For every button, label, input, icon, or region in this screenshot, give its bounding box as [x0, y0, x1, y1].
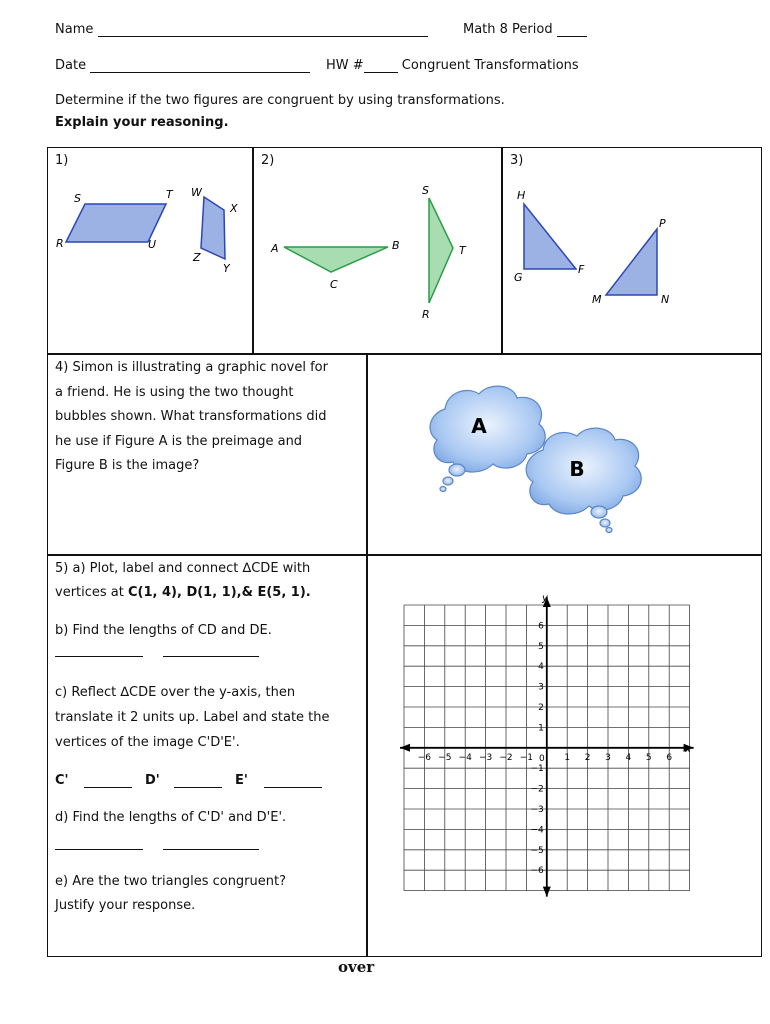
x-tick-label: −1	[519, 752, 534, 763]
problem-4-line-2: a friend. He is using the two thought	[55, 384, 294, 400]
over-note: over	[338, 958, 375, 976]
y-axis-arrow-down	[543, 887, 551, 897]
d-prime-label: D'	[145, 773, 160, 788]
e-prime-label: E'	[235, 773, 248, 788]
label-x: X	[230, 202, 238, 215]
problem-3-number: 3)	[510, 153, 524, 168]
label-p: P	[659, 217, 666, 230]
label-r2: R	[422, 308, 430, 321]
label-w: W	[191, 186, 202, 199]
triangle-abc	[284, 247, 388, 272]
coordinate-grid[interactable]	[367, 555, 761, 956]
instruction-line-1: Determine if the two figures are congruent by using transformations.	[55, 93, 505, 108]
label-s2: S	[422, 184, 429, 197]
problem-4-figure-box	[366, 353, 762, 556]
x-tick-label: 2	[584, 752, 591, 763]
bubble-b-label: B	[569, 457, 585, 481]
triangle-srt	[429, 198, 453, 303]
bubble-a-label: A	[471, 414, 487, 438]
date-label: Date	[55, 58, 87, 73]
p5-b-line: b) Find the lengths of CD and DE.	[55, 623, 272, 638]
problem-4-line-3: bubbles shown. What transformations did	[55, 409, 327, 424]
y-tick-label: −1	[530, 764, 544, 775]
y-tick-label: −6	[530, 866, 544, 877]
triangle-hgf	[524, 204, 576, 269]
problem-3-box	[501, 147, 762, 355]
cpdp-length-blank[interactable]	[55, 849, 143, 850]
y-tick-label: 3	[538, 682, 544, 693]
problem-2-number: 2)	[261, 153, 275, 168]
problem-3-figure	[502, 148, 761, 354]
problem-4-line-5: Figure B is the image?	[55, 458, 200, 473]
parallelogram-wxyz	[201, 197, 225, 259]
cd-length-blank[interactable]	[55, 656, 143, 657]
label-n: N	[661, 293, 670, 306]
label-t2: T	[459, 244, 466, 257]
parallelogram-rstu	[66, 204, 166, 242]
label-m: M	[592, 293, 602, 306]
e-prime-blank[interactable]	[264, 787, 322, 788]
name-label: Name	[55, 22, 94, 37]
c-prime-blank[interactable]	[84, 787, 132, 788]
p5-c-line-2: translate it 2 units up. Label and state the	[55, 710, 330, 725]
p5-c-line-3: vertices of the image C'D'E'.	[55, 735, 240, 750]
date-blank[interactable]	[90, 58, 310, 73]
p5-d-line: d) Find the lengths of C'D' and D'E'.	[55, 810, 287, 825]
x-tick-label: −2	[499, 752, 513, 763]
problem-4-text-box	[47, 353, 368, 556]
label-u: U	[148, 238, 157, 251]
period-blank[interactable]	[557, 22, 587, 37]
y-tick-label: 2	[538, 703, 544, 713]
x-tick-label: 3	[605, 752, 611, 763]
problem-2-box	[252, 147, 503, 355]
dpep-length-blank[interactable]	[163, 849, 259, 850]
y-tick-label: −4	[530, 825, 544, 836]
axes	[400, 597, 694, 897]
instruction-line-2: Explain your reasoning.	[55, 115, 229, 130]
x-axis-arrow-left	[400, 744, 410, 752]
class-label: Math 8 Period	[463, 22, 553, 37]
p5-e-line-2: Justify your response.	[55, 898, 196, 913]
de-length-blank[interactable]	[163, 656, 259, 657]
label-a: A	[271, 242, 279, 255]
triangle-pmn	[606, 229, 657, 295]
label-b: B	[392, 239, 400, 252]
date-row	[55, 58, 310, 73]
c-prime-label: C'	[55, 773, 69, 788]
problem-2-figure	[253, 148, 502, 354]
y-tick-label: −2	[530, 784, 544, 795]
d-prime-blank[interactable]	[174, 787, 222, 788]
problem-1-box	[47, 147, 254, 355]
x-tick-label: 6	[666, 752, 673, 763]
label-h: H	[517, 189, 526, 202]
y-tick-label: 5	[538, 641, 544, 652]
name-row	[55, 22, 428, 37]
label-y: Y	[223, 262, 230, 275]
p5-a-prefix: vertices at	[55, 585, 128, 600]
p5-e-line-1: e) Are the two triangles congruent?	[55, 874, 287, 889]
y-tick-label: −3	[530, 805, 544, 815]
y-axis-label: y	[542, 593, 548, 604]
problem-4-line-4: he use if Figure A is the preimage and	[55, 433, 303, 449]
x-tick-label: 4	[625, 752, 632, 763]
y-tick-label: 1	[538, 723, 544, 734]
p5-a-line-2	[55, 581, 311, 606]
hw-title: Congruent Transformations	[401, 58, 579, 73]
name-blank[interactable]	[98, 22, 428, 37]
class-row	[463, 22, 587, 37]
x-axis-label: x	[685, 744, 691, 755]
label-z: Z	[193, 251, 201, 264]
y-tick-label: −5	[530, 845, 544, 856]
x-tick-label: −6	[417, 752, 432, 763]
hw-blank[interactable]	[364, 58, 398, 73]
label-f: F	[578, 263, 585, 276]
x-tick-label: −3	[478, 752, 493, 763]
y-tick-label: 6	[538, 621, 544, 632]
p5-c-line-1: c) Reflect ∆CDE over the y-axis, then	[55, 685, 296, 700]
label-g: G	[514, 271, 523, 284]
problem-1-number: 1)	[55, 153, 69, 168]
label-s: S	[74, 192, 81, 205]
p5-a-line-1: 5) a) Plot, label and connect ∆CDE with	[55, 561, 311, 576]
x-tick-label: −5	[438, 752, 452, 763]
p5-a-coords: C(1, 4), D(1, 1),& E(5, 1).	[128, 585, 311, 600]
x-tick-label: 1	[564, 752, 571, 763]
label-c: C	[330, 278, 338, 291]
label-r: R	[56, 237, 64, 250]
hw-label: HW #	[326, 58, 364, 73]
origin-label: 0	[539, 754, 545, 764]
problem-4-text	[55, 356, 365, 479]
x-tick-label: 5	[645, 752, 652, 763]
problem-1-figure	[48, 148, 253, 354]
problem-4-line-1: 4) Simon is illustrating a graphic novel for	[55, 360, 328, 375]
label-t: T	[166, 188, 173, 201]
problem-5-grid-box	[366, 554, 762, 957]
problem-5-text-box	[47, 554, 368, 957]
x-tick-label: −4	[458, 752, 472, 763]
thought-bubbles-figure	[367, 354, 761, 555]
tick-labels	[418, 621, 673, 876]
y-tick-label: 4	[538, 662, 544, 673]
hw-row	[326, 58, 579, 73]
